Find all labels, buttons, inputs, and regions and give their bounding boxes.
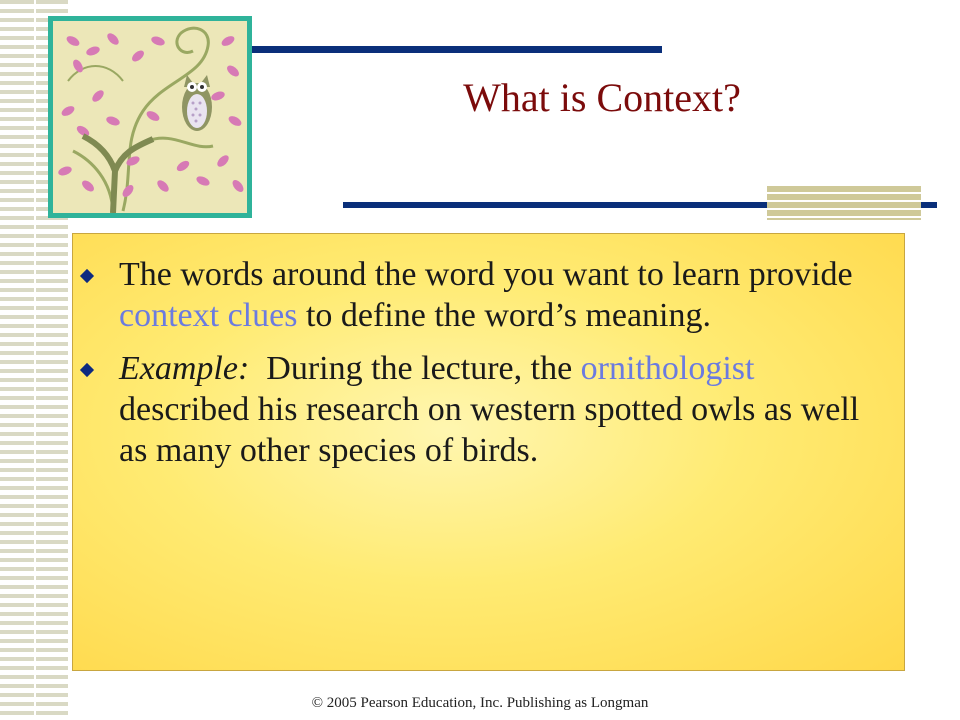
owl-tree-illustration (48, 16, 252, 218)
diamond-bullet-icon (80, 269, 94, 283)
bullet-text: described his research on western spotted owls as well as many other species of birds. (119, 391, 860, 469)
bullet-text: During the lecture, the (249, 350, 581, 387)
bullet-text: The words around the word you want to learn provide (119, 256, 853, 293)
decorative-tan-block (767, 186, 921, 220)
highlight-term-context-clues: context clues (119, 297, 298, 334)
bullet-item-example (73, 348, 866, 471)
slide-title: What is Context? (463, 75, 741, 120)
content-box (72, 233, 905, 671)
diamond-bullet-icon (80, 363, 94, 377)
example-label: Example: (119, 350, 250, 387)
highlight-term-ornithologist: ornithologist (580, 350, 755, 387)
copyright-footer: © 2005 Pearson Education, Inc. Publishing as Longman (311, 695, 649, 711)
bullet-text: to define the word’s meaning. (297, 297, 711, 334)
bullet-item-definition (73, 254, 866, 336)
bullet-list (73, 244, 904, 483)
title-rule-top (252, 46, 662, 53)
